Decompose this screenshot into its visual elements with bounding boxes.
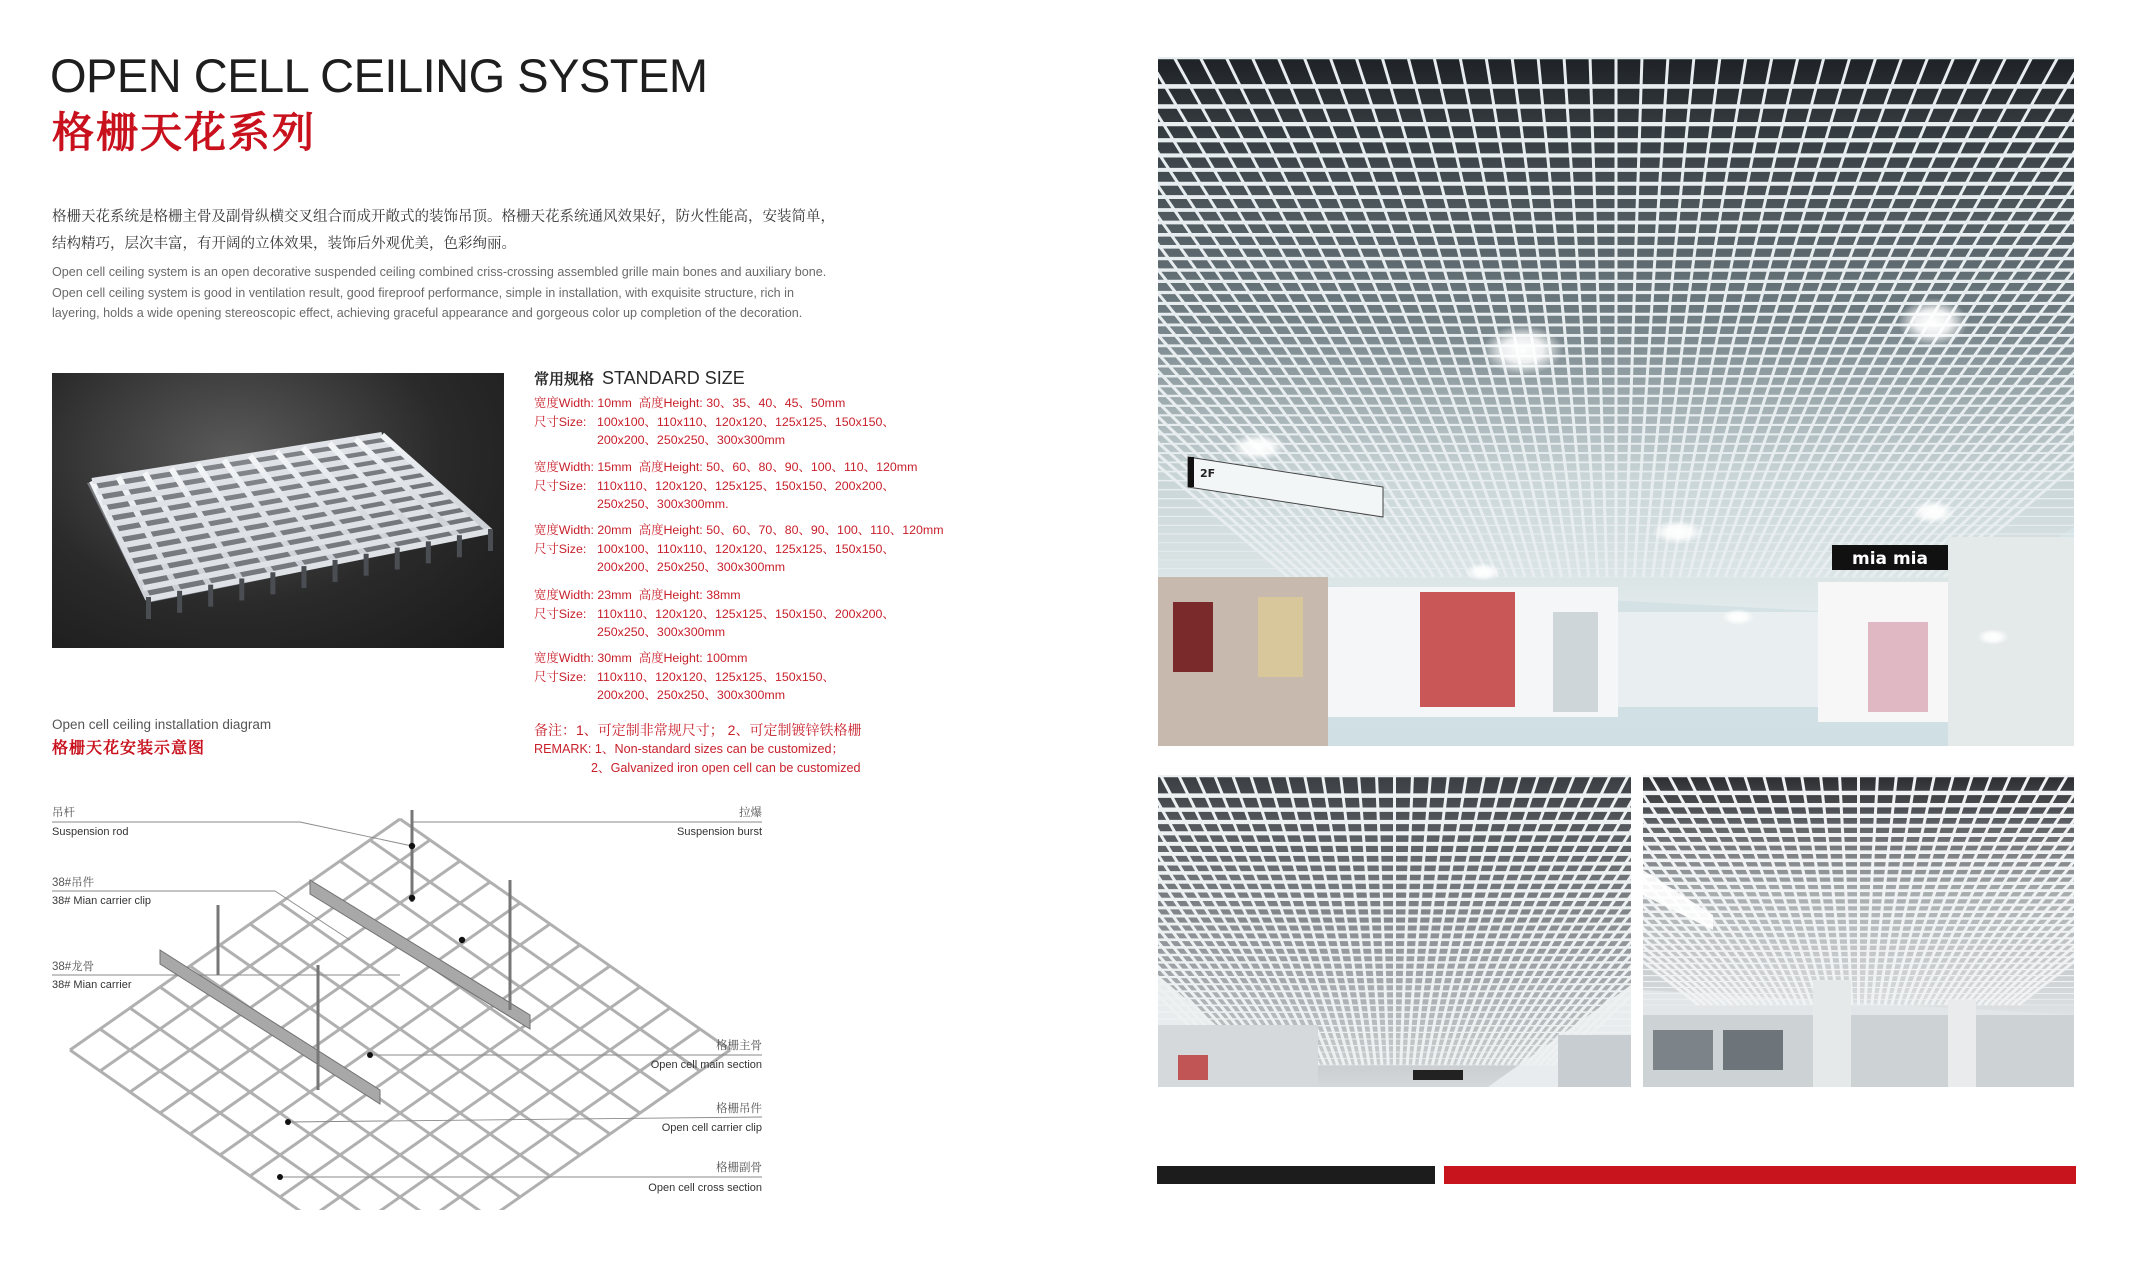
mall-ceiling-illustration bbox=[1158, 57, 2074, 746]
label-main-section-en: Open cell main section bbox=[650, 1059, 762, 1071]
fixing-point bbox=[409, 895, 415, 901]
size-label: 尺寸Size: bbox=[534, 541, 587, 556]
main-carrier-rail bbox=[160, 950, 380, 1104]
label-suspension-burst-en: Suspension burst bbox=[677, 826, 762, 838]
leader-line bbox=[300, 822, 412, 846]
intro-en-line: Open cell ceiling system is good in ventilation result, good fireproof performance, simple in installation, with exquisite structure, rich in bbox=[52, 285, 794, 300]
height-label: 高度Height: bbox=[638, 588, 703, 602]
intro-cn-line: 结构精巧，层次丰富，有开阔的立体效果，装饰后外观优美，色彩绚丽。 bbox=[52, 236, 516, 252]
product-photo bbox=[52, 373, 504, 648]
panel-edge bbox=[208, 585, 213, 607]
panel-edge bbox=[177, 591, 182, 613]
width-label: 宽度Width: bbox=[534, 523, 594, 537]
panel-edge bbox=[239, 578, 244, 600]
size-values: 200x200、250x250、300x300mm bbox=[597, 688, 786, 702]
width-value: 10mm bbox=[597, 396, 632, 410]
label-cross-section-en: Open cell cross section bbox=[648, 1182, 762, 1194]
size-label: 尺寸Size: bbox=[534, 478, 587, 493]
floor-sign-text: 2F bbox=[1200, 467, 1216, 480]
label-suspension-burst-cn: 拉爆 bbox=[739, 807, 762, 819]
fixing-point bbox=[367, 1052, 373, 1058]
intro-paragraph-cn bbox=[52, 204, 912, 258]
size-values: 110x110、120x120、125x125、150x150、 bbox=[597, 669, 835, 684]
standard-size-heading bbox=[534, 366, 745, 392]
hall-ceiling-illustration bbox=[1643, 775, 2074, 1087]
height-label: 高度Height: bbox=[638, 396, 703, 410]
corridor-ceiling-photo bbox=[1158, 775, 1631, 1087]
size-values: 110x110、120x120、125x125、150x150、200x200、 bbox=[597, 606, 895, 621]
main-carrier-rail bbox=[310, 880, 530, 1029]
intro-cn-line: 格栅天花系统是格栅主骨及副骨纵横交叉组合而成开敞式的装饰吊顶。格栅天花系统通风效果好，防火性能高，安装简单， bbox=[52, 209, 835, 225]
height-value: 50、60、80、90、100、110、120mm bbox=[706, 460, 918, 474]
width-label: 宽度Width: bbox=[534, 651, 594, 665]
panel-edge bbox=[488, 529, 493, 551]
grille-panel-illustration bbox=[52, 373, 504, 648]
remark bbox=[534, 720, 861, 777]
width-label: 宽度Width: bbox=[534, 396, 594, 410]
grid-line bbox=[190, 903, 520, 1134]
grid-line bbox=[220, 945, 550, 1176]
panel-edge bbox=[301, 566, 306, 588]
height-label: 高度Height: bbox=[638, 460, 703, 474]
intro-en-line: layering, holds a wide opening stereoscopic effect, achieving graceful appearance and gorgeous color up completion of the decoration. bbox=[52, 306, 803, 320]
fixing-point bbox=[409, 843, 415, 849]
spec-block bbox=[534, 649, 835, 705]
label-carrier-cn: 38#龙骨 bbox=[52, 961, 95, 973]
label-carrier-en: 38# Mian carrier bbox=[52, 979, 132, 991]
height-value: 38mm bbox=[706, 588, 741, 602]
mall-ceiling-photo bbox=[1158, 57, 2074, 746]
label-cross-section-cn: 格栅副骨 bbox=[716, 1162, 762, 1174]
grid-line bbox=[250, 945, 580, 1176]
size-values: 250x250、300x300mm. bbox=[597, 497, 729, 511]
label-carrier-clip-right-cn: 格栅吊件 bbox=[716, 1103, 762, 1115]
size-label: 尺寸Size: bbox=[534, 414, 587, 429]
width-label: 宽度Width: bbox=[534, 588, 594, 602]
grid-line bbox=[70, 819, 400, 1050]
panel-edge bbox=[364, 554, 369, 576]
grid-line bbox=[100, 840, 430, 1071]
hall-ceiling-photo bbox=[1643, 775, 2074, 1087]
remark-en-2: 2、Galvanized iron open cell can be customized bbox=[591, 760, 861, 775]
diagram-title-en: Open cell ceiling installation diagram bbox=[52, 717, 272, 732]
size-label: 尺寸Size: bbox=[534, 606, 587, 621]
spec-block bbox=[534, 521, 944, 577]
remark-en-1: REMARK: 1、Non-standard sizes can be customized； bbox=[534, 742, 845, 756]
installation-diagram bbox=[50, 790, 770, 1210]
intro-paragraph-en bbox=[52, 262, 912, 324]
label-suspension-rod-cn: 吊杆 bbox=[52, 807, 75, 819]
panel-edge bbox=[270, 572, 275, 594]
width-value: 20mm bbox=[597, 523, 632, 537]
width-value: 15mm bbox=[597, 460, 632, 474]
decor-bar-black bbox=[1157, 1166, 1435, 1184]
fixing-point bbox=[459, 937, 465, 943]
page-title: OPEN CELL CEILING SYSTEM bbox=[50, 49, 708, 102]
decor-bar-red bbox=[1444, 1166, 2076, 1184]
width-value: 30mm bbox=[597, 651, 632, 665]
store-sign-text: mia mia bbox=[1852, 549, 1928, 569]
spec-block bbox=[534, 458, 917, 514]
width-label: 宽度Width: bbox=[534, 460, 594, 474]
grid-line bbox=[400, 819, 730, 1050]
page-title-cn: 格栅天花系列 bbox=[52, 109, 317, 156]
grid-line bbox=[160, 882, 490, 1113]
size-values: 200x200、250x250、300x300mm bbox=[597, 433, 786, 447]
panel-edge bbox=[333, 560, 338, 582]
remark-cn: 备注：1、可定制非常规尺寸； 2、可定制镀锌铁格栅 bbox=[534, 722, 862, 738]
label-carrier-clip-en: 38# Mian carrier clip bbox=[52, 895, 152, 907]
grid-line bbox=[220, 924, 550, 1155]
label-main-section-cn: 格栅主骨 bbox=[716, 1040, 762, 1052]
fixing-point bbox=[285, 1119, 291, 1125]
panel-edge bbox=[426, 541, 431, 563]
label-suspension-rod-en: Suspension rod bbox=[52, 826, 129, 838]
height-value: 100mm bbox=[706, 651, 748, 665]
height-value: 50、60、70、80、90、100、110、120mm bbox=[706, 523, 944, 537]
diagram-title-cn: 格栅天花安装示意图 bbox=[52, 740, 206, 757]
height-label: 高度Height: bbox=[638, 651, 703, 665]
intro-en-line: Open cell ceiling system is an open decorative suspended ceiling combined criss-crossing assembled grille main bones and auxiliary bone. bbox=[52, 265, 827, 279]
panel-edge bbox=[395, 548, 400, 570]
size-values: 100x100、110x110、120x120、125x125、150x150、 bbox=[597, 414, 895, 429]
grid-line bbox=[280, 903, 610, 1134]
height-label: 高度Height: bbox=[638, 523, 703, 537]
size-values: 200x200、250x250、300x300mm bbox=[597, 560, 786, 574]
corridor-ceiling-illustration bbox=[1158, 775, 1631, 1087]
standard-size-heading-en: STANDARD SIZE bbox=[602, 368, 745, 388]
label-carrier-clip-right-en: Open cell carrier clip bbox=[661, 1122, 762, 1134]
height-value: 30、35、40、45、50mm bbox=[706, 396, 846, 410]
size-values: 110x110、120x120、125x125、150x150、200x200、 bbox=[597, 478, 895, 493]
fixing-point bbox=[277, 1174, 283, 1180]
standard-size-heading-cn: 常用规格 bbox=[534, 371, 595, 388]
spec-block bbox=[534, 394, 895, 450]
size-values: 250x250、300x300mm bbox=[597, 625, 726, 639]
panel-edge bbox=[457, 535, 462, 557]
size-values: 100x100、110x110、120x120、125x125、150x150、 bbox=[597, 541, 895, 556]
spec-block bbox=[534, 586, 895, 642]
panel-edge bbox=[146, 597, 151, 619]
size-label: 尺寸Size: bbox=[534, 669, 587, 684]
width-value: 23mm bbox=[597, 588, 632, 602]
label-carrier-clip-cn: 38#吊件 bbox=[52, 877, 95, 889]
